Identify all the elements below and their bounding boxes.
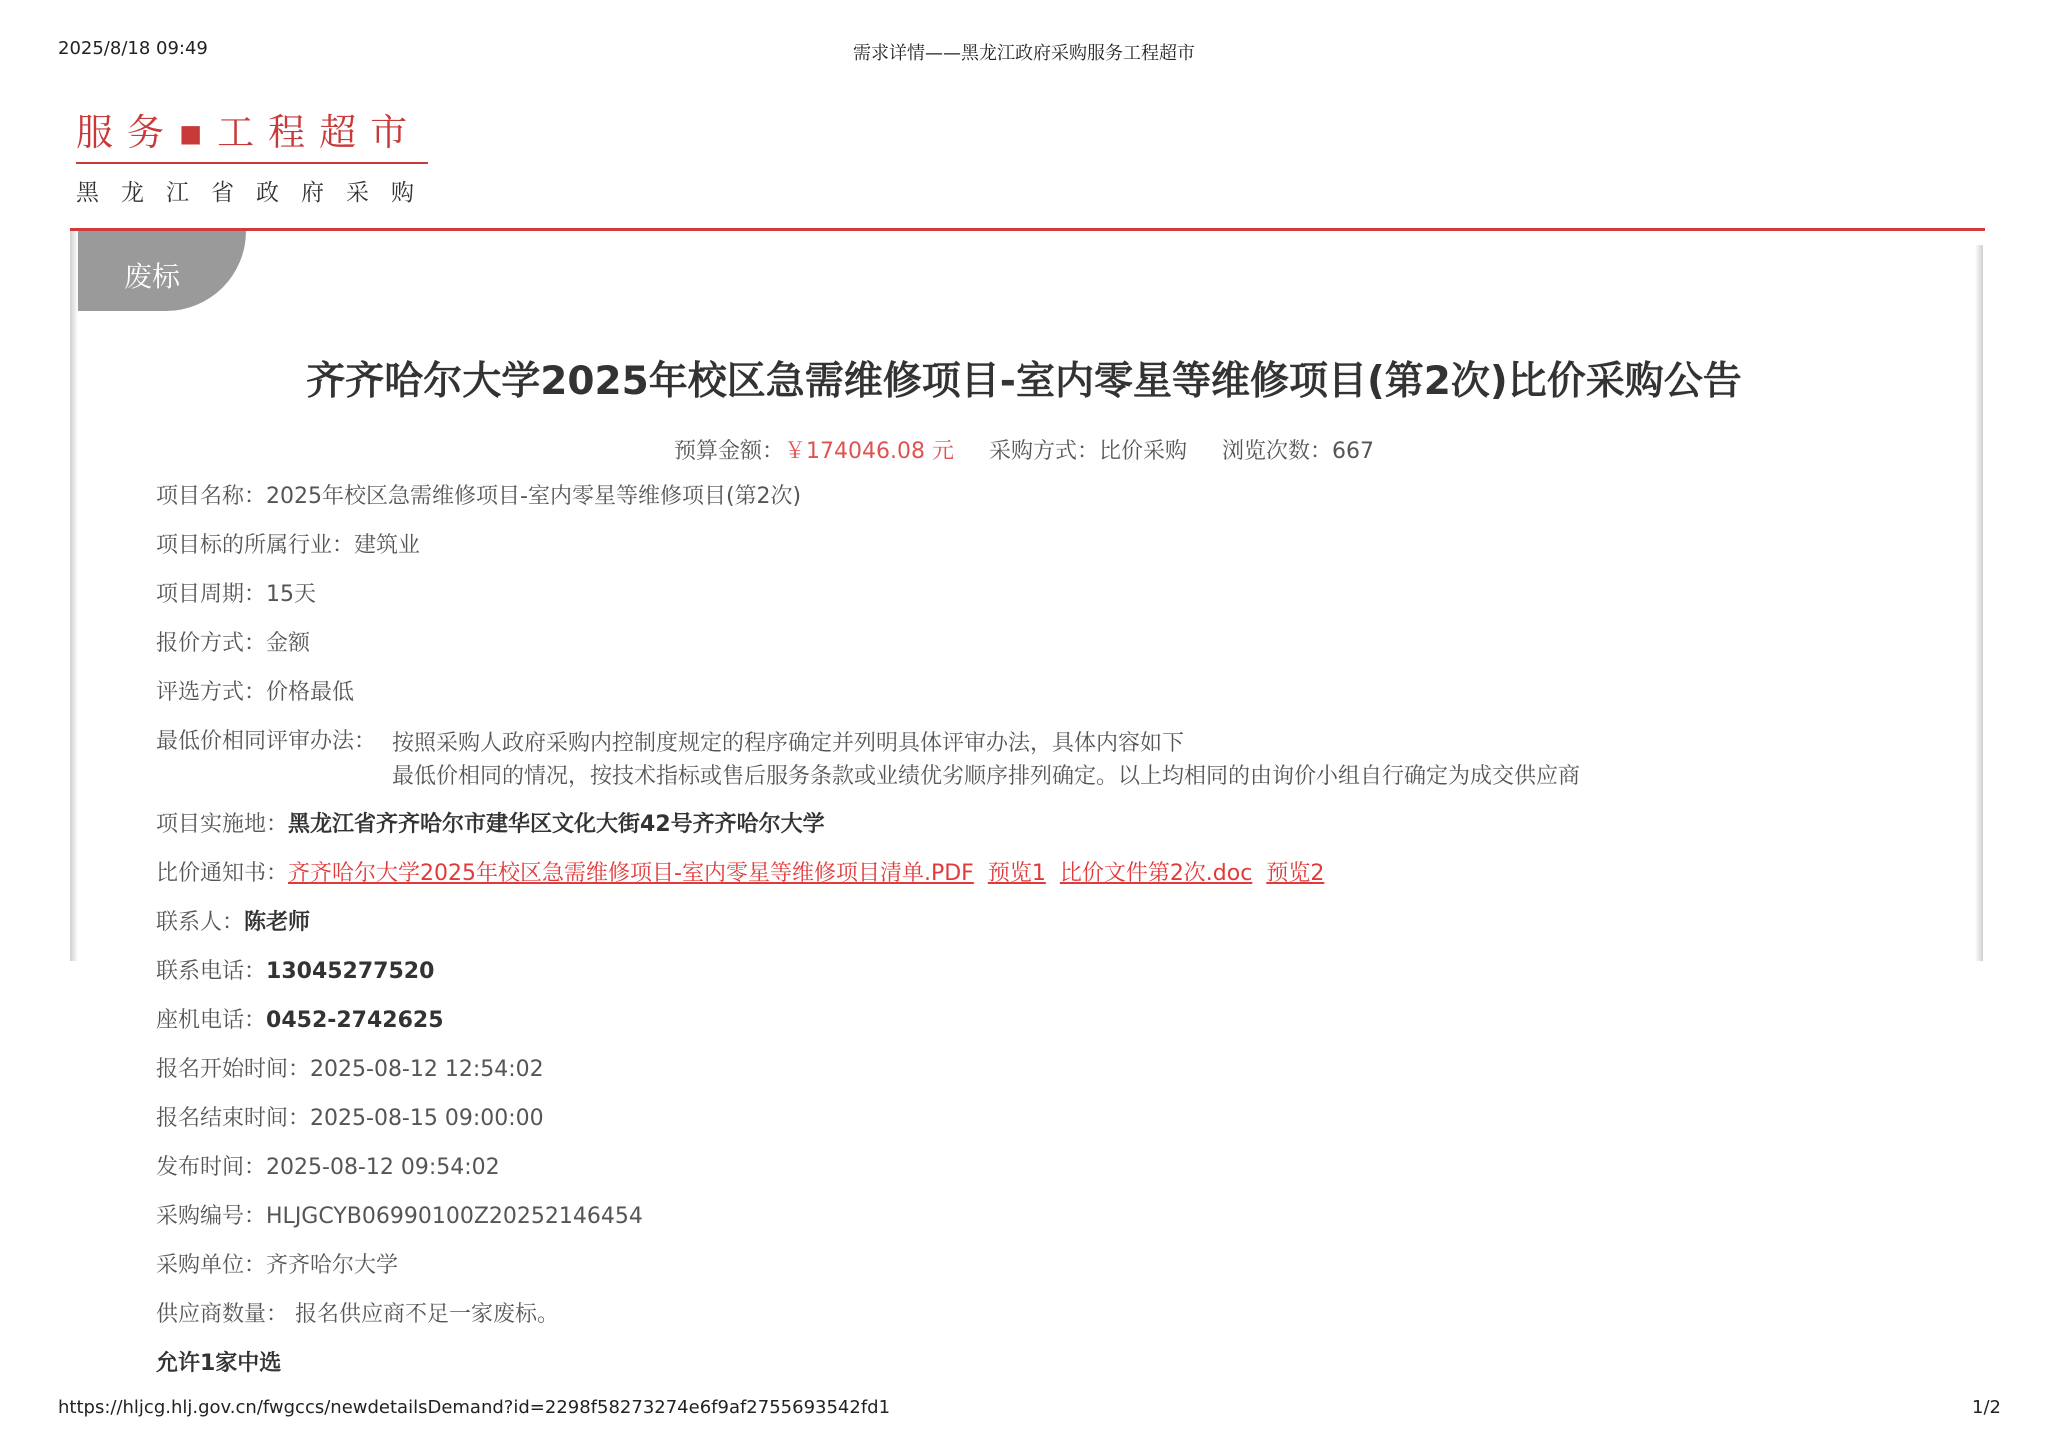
header-divider — [70, 228, 1985, 231]
field-value: 价格最低 — [266, 680, 355, 705]
allow-text: 允许1家中选 — [156, 1351, 282, 1376]
summary-bar — [0, 434, 2048, 465]
field-label: 采购单位： — [156, 1253, 267, 1278]
budget-label: 预算金额： — [673, 439, 784, 464]
field-value: HLJGCYB06990100Z20252146454 — [266, 1204, 643, 1229]
field-value: 2025-08-12 09:54:02 — [266, 1155, 500, 1180]
field-value: 2025-08-12 12:54:02 — [310, 1057, 544, 1082]
field-label: 联系电话： — [156, 959, 267, 984]
field-label: 发布时间： — [156, 1155, 267, 1180]
tie-rule-line-1: 按照采购人政府采购内控制度规定的程序确定并列明具体评审办法，具体内容如下 — [392, 731, 1185, 756]
field-location — [156, 810, 1956, 859]
notice-file-pdf-link[interactable]: 齐齐哈尔大学2025年校区急需维修项目-室内零星等维修项目清单.PDF — [288, 861, 974, 886]
field-value: 2025-08-15 09:00:00 — [310, 1106, 544, 1131]
field-contact — [156, 908, 1956, 957]
field-value: 报名供应商不足一家废标。 — [295, 1302, 560, 1327]
field-label: 座机电话： — [156, 1008, 267, 1033]
field-value: 建筑业 — [354, 533, 421, 558]
print-page-number: 1/2 — [1972, 1397, 2001, 1418]
field-label: 项目标的所属行业： — [156, 533, 355, 558]
field-label: 报名开始时间： — [156, 1057, 311, 1082]
tie-rule-line-2: 最低价相同的情况，按技术指标或售后服务条款或业绩优劣顺序排列确定。以上均相同的由询价小组自行确定为成交供应商 — [392, 764, 1581, 789]
field-value — [392, 727, 1580, 793]
field-value: 0452-2742625 — [266, 1008, 444, 1033]
logo-divider — [76, 162, 428, 164]
print-url: https://hljcg.hlj.gov.cn/fwgccs/newdetailsDemand?id=2298f58273274e6f9af2755693542fd1 — [58, 1397, 891, 1418]
page-title: 齐齐哈尔大学2025年校区急需维修项目-室内零星等维修项目(第2次)比价采购公告 — [306, 359, 1742, 404]
field-label: 项目实施地： — [156, 812, 289, 837]
field-value: 金额 — [266, 631, 311, 656]
status-badge — [78, 231, 246, 311]
field-selection — [156, 678, 1956, 727]
field-phone — [156, 957, 1956, 1006]
field-project-name — [156, 482, 1956, 531]
field-label: 联系人： — [156, 910, 245, 935]
field-label: 比价通知书： — [156, 861, 289, 886]
field-value: 黑龙江省齐齐哈尔市建华区文化大街42号齐齐哈尔大学 — [288, 812, 825, 837]
card-edge-left — [70, 231, 78, 961]
method-info — [989, 439, 1187, 464]
field-allow — [156, 1349, 1956, 1398]
field-supplier-count — [156, 1300, 1956, 1349]
field-label: 项目名称： — [156, 484, 267, 509]
print-page-title: 需求详情——黑龙江政府采购服务工程超市 — [853, 43, 1195, 64]
preview-2-link[interactable]: 预览2 — [1266, 861, 1325, 886]
field-value: 齐齐哈尔大学 — [266, 1253, 399, 1278]
field-tie-rule — [156, 727, 1956, 810]
field-value: 13045277520 — [266, 959, 435, 984]
notice-file-doc-link[interactable]: 比价文件第2次.doc — [1059, 861, 1253, 886]
field-label: 报名结束时间： — [156, 1106, 311, 1131]
print-datetime: 2025/8/18 09:49 — [58, 38, 208, 59]
detail-fields — [156, 482, 1956, 1398]
field-industry — [156, 531, 1956, 580]
field-label: 评选方式： — [156, 680, 267, 705]
field-label: 报价方式： — [156, 631, 267, 656]
field-landline — [156, 1006, 1956, 1055]
preview-1-link[interactable]: 预览1 — [987, 861, 1046, 886]
field-label: 项目周期： — [156, 582, 267, 607]
views-label: 浏览次数： — [1222, 439, 1333, 464]
method-value: 比价采购 — [1098, 439, 1187, 464]
logo-top-text: 服务▪工程超市 — [76, 111, 422, 154]
field-publish — [156, 1153, 1956, 1202]
field-label: 最低价相同评审办法： — [156, 729, 377, 754]
field-value: 15天 — [266, 582, 317, 607]
views-info — [1222, 439, 1374, 464]
field-code — [156, 1202, 1956, 1251]
method-label: 采购方式： — [988, 439, 1099, 464]
field-notice — [156, 859, 1956, 908]
budget-info — [674, 439, 954, 464]
field-unit — [156, 1251, 1956, 1300]
budget-value: ￥174046.08 元 — [784, 439, 954, 464]
site-logo[interactable] — [76, 110, 436, 207]
field-reg-end — [156, 1104, 1956, 1153]
field-value: 陈老师 — [244, 910, 311, 935]
views-value: 667 — [1332, 439, 1375, 464]
field-label: 供应商数量： — [156, 1302, 289, 1327]
status-badge-label: 废标 — [124, 260, 181, 293]
field-period — [156, 580, 1956, 629]
field-quote-method — [156, 629, 1956, 678]
field-reg-start — [156, 1055, 1956, 1104]
field-value: 2025年校区急需维修项目-室内零星等维修项目(第2次) — [266, 484, 802, 509]
logo-bottom-text: 黑龙江省政府采购 — [76, 180, 436, 206]
field-label: 采购编号： — [156, 1204, 267, 1229]
